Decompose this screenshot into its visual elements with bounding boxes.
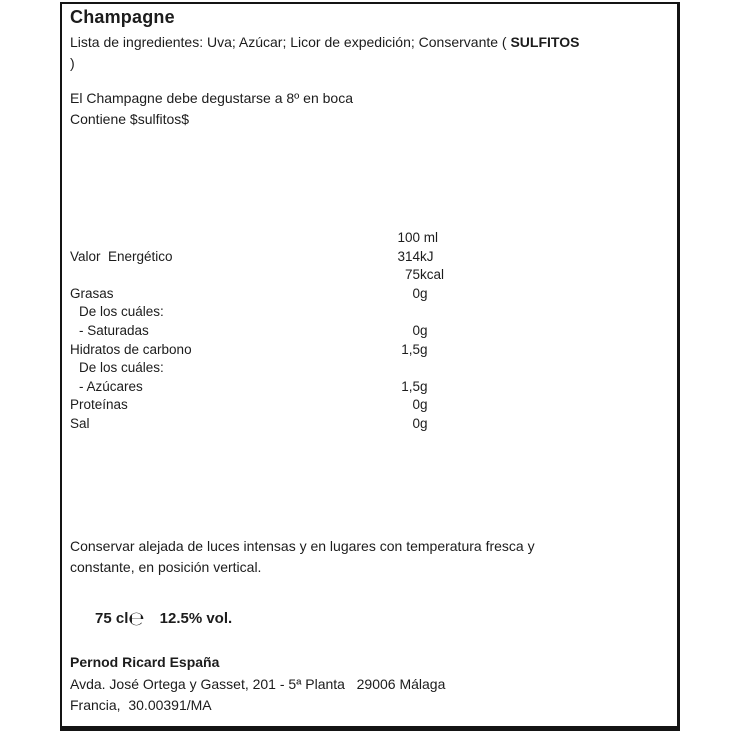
storage-note [62,536,673,578]
nutrition-row-protein: Proteínas 0 g [70,397,428,413]
nutrition-row-of-which-fat: De los cuáles: [79,304,164,320]
estimated-sign: ℮ [128,608,145,630]
allergen-text: SULFITOS [510,34,580,50]
storage-note-line1: Conservar alejada de luces intensas y en lugares con temperatura fresca y [70,538,535,554]
nutrition-header-row: 100 ml [62,230,673,249]
nutrition-row-energy-kcal: 75 kcal [404,267,445,283]
nutrition-row-sugars: - Azúcares 1,5 g [79,378,428,394]
producer-registration: Francia, 30.00391/MA [70,697,212,713]
nutrition-row-energy: Valor Energético 314 kJ [70,248,434,264]
product-title: Champagne [70,7,175,27]
producer-section [62,652,673,717]
serving-note: El Champagne debe degustarse a 8º en boca [70,90,353,106]
nutrition-row-fat: Grasas 0 g [70,285,428,301]
contains-note: Contiene $sulfitos$ [70,111,190,127]
ingredients-text: Lista de ingredientes: Uva; Azúcar; Licor de expedición; Conservante ( [70,34,511,50]
alcohol-content: 12.5% vol. [159,610,233,627]
net-volume: 75 cl [95,610,129,627]
nutrition-row-salt: Sal 0 g [70,415,428,431]
storage-note-line2: constante, en posición vertical. [70,559,262,575]
nutrition-row-of-which-carbs: De los cuáles: [79,360,164,376]
volume-line [62,593,673,644]
ingredients-line [70,32,673,53]
producer-name: Pernod Ricard España [70,654,220,670]
serving-section [62,88,673,130]
nutrition-row-carbs: Hidratos de carbono 1,5 g [70,341,428,357]
producer-address: Avda. José Ortega y Gasset, 201 - 5ª Planta 29006 Málaga [70,675,446,692]
nutrition-table [62,230,673,435]
ingredients-close-paren: ) [70,55,75,71]
product-label [60,2,680,731]
nutrition-header-amount: 100 [397,230,420,245]
ingredients-section [62,32,673,74]
nutrition-row-saturated: - Saturadas 0 g [79,322,428,338]
